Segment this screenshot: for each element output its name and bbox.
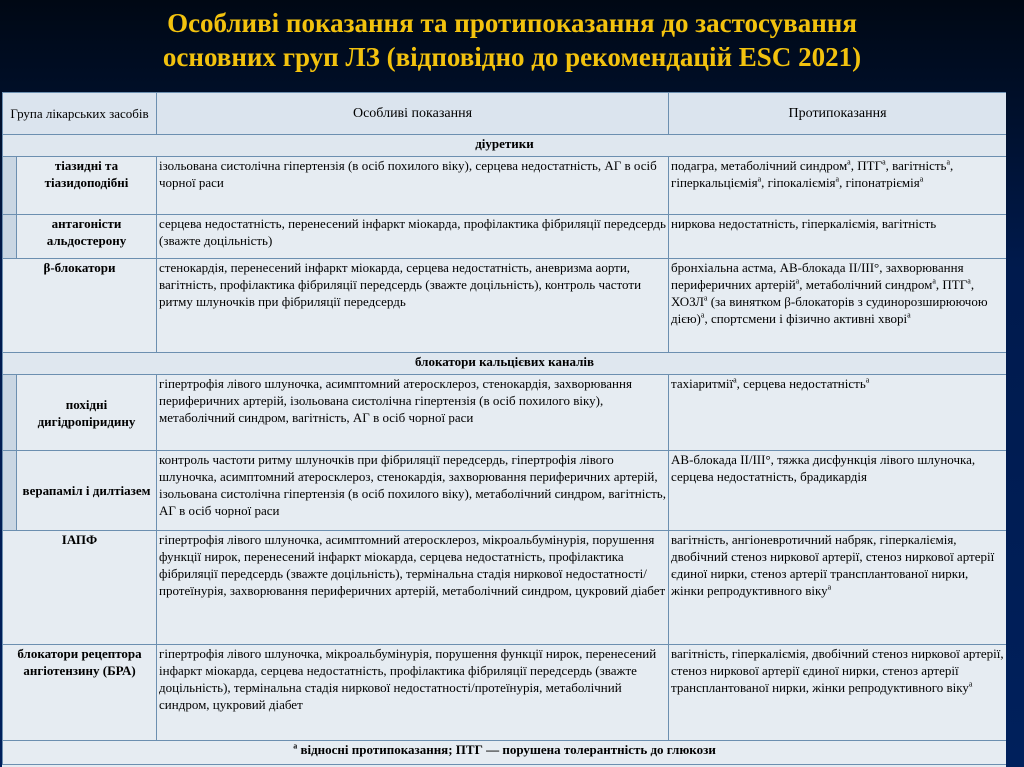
contra-text: вагітність, гіперкаліємія, двобічний стеноз ниркової артерії, стеноз ниркової артерії єдиної нирки, стеноз артерії трансплантованої нирки, жінки репродуктивного віку <box>671 646 1004 695</box>
table-header-row <box>3 93 1007 135</box>
indent-cell <box>3 375 17 451</box>
contra-acei <box>669 531 1006 645</box>
table-container <box>2 92 1006 767</box>
section-row-diuretics <box>3 135 1007 157</box>
contra-text: (за винятком β-блокаторів з судинорозширюючою дією) <box>671 294 988 326</box>
contra-text: тахіаритмії <box>671 376 734 391</box>
indications-thiazide: ізольована систолічна гіпертензія (в осіб похилого віку), серцева недостатність, АГ в осіб чорної раси <box>157 157 669 215</box>
indent-cell <box>3 215 17 259</box>
group-aldosterone: антагоністи альдостерону <box>17 215 157 259</box>
contra-text: , гіпонатріємія <box>839 175 920 190</box>
footnote-mark: a <box>757 174 762 184</box>
footnote-mark: a <box>795 276 800 286</box>
title-line-1: Особливі показання та протипоказання до застосування <box>167 8 857 38</box>
indications-table <box>2 92 1006 765</box>
contra-arb <box>669 645 1006 741</box>
indent-cell <box>3 451 17 531</box>
contra-text: , ХОЗЛ <box>671 277 975 309</box>
footnote-mark: a <box>967 276 971 286</box>
indications-aldosterone: серцева недостатність, перенесений інфаркт міокарда, профілактика фібриляції передсердь (зважте доцільність) <box>157 215 669 259</box>
indications-verapamil: контроль частоти ритму шлуночків при фібриляції передсердь, гіпертрофія лівого шлуночка, асимптомний атеросклероз, стенокардія, захворювання периферичних артерій, ізольована систолічна гіпертензія (в осіб похилого віку), метаболічний синдром, вагітність, АГ в осіб чорної раси <box>157 451 669 531</box>
section-diuretics: діуретики <box>3 135 1007 157</box>
group-arb: блокатори рецептора ангіотензину (БРА) <box>3 645 157 741</box>
indications-arb: гіпертрофія лівого шлуночка, мікроальбумінурія, порушення функції нирок, перенесений інфаркт міокарда, серцева недостатність, профілактика фібриляції передсердь (зважте доцільність), термінальна стадія ниркової недостатності/протеїнурія, метаболічний синдром, цукровий діабет <box>157 645 669 741</box>
contra-aldosterone: ниркова недостатність, гіперкаліємія, вагітність <box>669 215 1006 259</box>
contra-beta <box>669 259 1006 353</box>
table-row <box>3 375 1007 451</box>
indications-dhp: гіпертрофія лівого шлуночка, асимптомний атеросклероз, стенокардія, захворювання периферичних артерій, ізольована систолічна гіпертензія (в осіб похилого віку), метаболічний синдром, вагітність, АГ в осіб чорної раси <box>157 375 669 451</box>
contra-text: , ПТГ <box>935 277 968 292</box>
group-beta: β-блокатори <box>3 259 157 353</box>
footnote-mark: a <box>733 375 737 385</box>
slide-title <box>0 0 1024 88</box>
contra-text: , спортсмени і фізично активні хворі <box>704 311 908 326</box>
footnote-mark: a <box>847 157 851 167</box>
contra-text: , метаболічний синдром <box>799 277 933 292</box>
indications-acei: гіпертрофія лівого шлуночка, асимптомний атеросклероз, мікроальбумінурія, порушення функції нирок, перенесений інфаркт міокарда, серцева недостатність, профілактика фібриляції передсердь (зважте доцільність), термінальна стадія ниркової недостатності/протеїнурія, захворювання периферичних артерій, метаболічний синдром, цукровий діабет <box>157 531 669 645</box>
contra-dhp <box>669 375 1006 451</box>
footnote-mark: a <box>827 582 832 592</box>
contra-text: , ПТГ <box>850 158 883 173</box>
table-row <box>3 215 1007 259</box>
contra-verapamil: АВ-блокада ІІ/ІІІ°, тяжка дисфункція лівого шлуночка, серцева недостатність, брадикардія <box>669 451 1006 531</box>
contra-text: , гіпокаліємія <box>761 175 836 190</box>
indications-beta: стенокардія, перенесений інфаркт міокарда, серцева недостатність, аневризма аорти, вагітність, профілактика фібриляції передсердь (зважте доцільність), контроль частоти ритму шлуночків при фібриляції передсердь <box>157 259 669 353</box>
footnote-mark: a <box>293 741 298 751</box>
footnote-mark: a <box>968 679 973 689</box>
contra-thiazide <box>669 157 1006 215</box>
contra-text: , вагітність <box>885 158 947 173</box>
group-thiazide: тіазидні та тіазидоподібні <box>17 157 157 215</box>
header-indications: Особливі показання <box>157 93 669 135</box>
section-ccb: блокатори кальцієвих каналів <box>3 353 1007 375</box>
indent-cell <box>3 157 17 215</box>
table-row <box>3 259 1007 353</box>
table-row <box>3 531 1007 645</box>
footnote-mark: a <box>946 157 951 167</box>
footnote-mark: a <box>919 174 924 184</box>
contra-text: вагітність, ангіоневротичний набряк, гіперкаліємія, двобічний стеноз ниркової артерії, стеноз ниркової артерії єдиної нирки, стеноз артерії трансплантованої нирки, жінки репродуктивного віку <box>671 532 995 598</box>
footnote-row <box>3 741 1007 765</box>
contra-text: , серцева недостатність <box>736 376 866 391</box>
footnote <box>3 741 1007 765</box>
header-group: Група лікарських засобів <box>3 93 157 135</box>
footnote-mark: a <box>865 375 870 385</box>
title-line-2: основних груп ЛЗ (відповідно до рекомендацій ESC 2021) <box>162 42 862 72</box>
footnote-mark: a <box>835 174 840 184</box>
footnote-text: відносні протипоказання; ПТГ — порушена толерантність до глюкози <box>297 742 716 757</box>
footnote-mark: a <box>882 157 886 167</box>
contra-text: бронхіальна астма, АВ-блокада ІІ/ІІІ°, захворювання периферичних артерій <box>671 260 964 292</box>
footnote-mark: a <box>700 310 705 320</box>
footnote-mark: a <box>907 310 911 320</box>
group-verapamil: верапаміл і дилтіазем <box>17 451 157 531</box>
table-row <box>3 157 1007 215</box>
footnote-mark: a <box>932 276 936 286</box>
table-row <box>3 645 1007 741</box>
group-acei: ІАПФ <box>3 531 157 645</box>
section-row-ccb <box>3 353 1007 375</box>
table-row <box>3 451 1007 531</box>
contra-text: , гіперкальціємія <box>671 158 954 190</box>
header-contraindications: Протипоказання <box>669 93 1006 135</box>
contra-text: подагра, метаболічний синдром <box>671 158 848 173</box>
footnote-mark: a <box>703 293 708 303</box>
group-dhp: похідні дигідропіридину <box>17 375 157 451</box>
